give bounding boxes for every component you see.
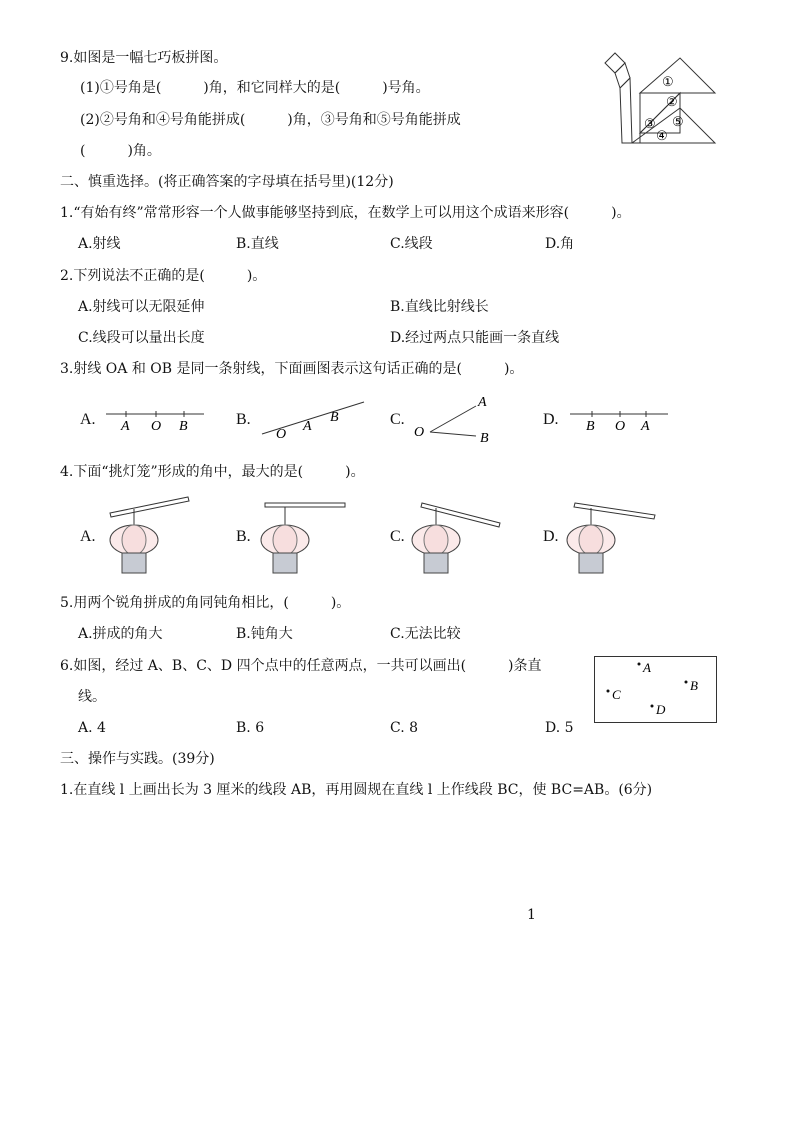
q3d-point-1: B bbox=[586, 419, 595, 434]
q9-part2: (2)②号角和④号角能拼成( )角，③号角和⑤号角能拼成 bbox=[80, 112, 461, 128]
q3a-point-3: B bbox=[179, 419, 188, 434]
s2-q4-stem: 4.下面“挑灯笼”形成的角中，最大的是( )。 bbox=[60, 464, 365, 480]
q3-figure-b bbox=[260, 400, 370, 440]
q3c-point-3: B bbox=[480, 431, 489, 446]
q3-option-c-letter: C. bbox=[390, 411, 405, 428]
q3-option-d-letter: D. bbox=[543, 411, 559, 428]
tangram-mark-4: ④ bbox=[656, 129, 668, 144]
q9-title: 9.如图是一幅七巧板拼图。 bbox=[60, 50, 228, 66]
s2-q1-option-a: A.射线 bbox=[78, 236, 121, 252]
q3-option-b-letter: B. bbox=[236, 411, 251, 428]
s2-q5-option-a: A.拼成的角大 bbox=[78, 626, 163, 642]
q6-point-d: D bbox=[656, 702, 666, 717]
tangram-mark-5: ⑤ bbox=[672, 115, 684, 130]
q3b-point-3: B bbox=[330, 410, 339, 425]
s2-q1-option-c: C.线段 bbox=[390, 236, 433, 252]
q3a-point-2: O bbox=[151, 419, 162, 434]
s2-q2-stem: 2.下列说法不正确的是( )。 bbox=[60, 268, 267, 284]
section-2-heading: 二、慎重选择。(将正确答案的字母填在括号里)(12分) bbox=[60, 174, 394, 190]
q3-figure-a bbox=[104, 404, 214, 434]
q3-figure-d bbox=[568, 404, 678, 434]
q6-point-c: C bbox=[612, 687, 621, 702]
tangram-mark-3: ③ bbox=[644, 117, 656, 132]
s2-q5-option-c: C.无法比较 bbox=[390, 626, 461, 642]
tangram-mark-1: ① bbox=[662, 75, 674, 90]
q4-option-b-letter: B. bbox=[236, 528, 251, 545]
tangram-mark-2: ② bbox=[666, 95, 678, 110]
section-3-heading: 三、操作与实践。(39分) bbox=[60, 751, 215, 767]
q4-option-d-letter: D. bbox=[543, 528, 559, 545]
s2-q2-option-c: C.线段可以量出长度 bbox=[78, 330, 205, 346]
s2-q6-option-a: A. 4 bbox=[78, 720, 106, 736]
s2-q6-option-b: B. 6 bbox=[236, 720, 265, 736]
s3-q1-stem: 1.在直线 l 上画出长为 3 厘米的线段 AB，再用圆规在直线 l 上作线段 BC，使 BC=AB。(6分) bbox=[60, 782, 653, 798]
s2-q6-option-c: C. 8 bbox=[390, 720, 419, 736]
q4-lantern-a bbox=[100, 495, 210, 580]
s2-q1-option-d: D.角 bbox=[545, 236, 575, 252]
q4-option-a-letter: A. bbox=[80, 528, 96, 545]
q9-part3: ( )角。 bbox=[80, 143, 161, 159]
q3d-point-2: O bbox=[615, 419, 626, 434]
s2-q2-option-d: D.经过两点只能画一条直线 bbox=[390, 330, 560, 346]
tangram-figure bbox=[600, 48, 730, 148]
s2-q5-option-b: B.钝角大 bbox=[236, 626, 293, 642]
q4-lantern-b bbox=[255, 495, 365, 580]
page-number: 1 bbox=[527, 907, 536, 923]
q3a-point-1: A bbox=[121, 419, 130, 434]
q3-option-a-letter: A. bbox=[80, 411, 96, 428]
q3-figure-c bbox=[412, 392, 502, 444]
q4-lantern-d bbox=[565, 495, 675, 580]
s2-q6-option-d: D. 5 bbox=[545, 720, 574, 736]
s2-q2-option-a: A.射线可以无限延伸 bbox=[78, 299, 205, 315]
q9-part1: (1)①号角是( )角，和它同样大的是( )号角。 bbox=[80, 80, 430, 96]
s2-q1-option-b: B.直线 bbox=[236, 236, 279, 252]
q4-option-c-letter: C. bbox=[390, 528, 405, 545]
s2-q6-stem-line2: 线。 bbox=[78, 689, 106, 705]
q6-point-a: A bbox=[643, 660, 651, 675]
s2-q5-stem: 5.用两个锐角拼成的角同钝角相比，( )。 bbox=[60, 595, 351, 611]
s2-q1-stem: 1.“有始有终”常常形容一个人做事能够坚持到底，在数学上可以用这个成语来形容( )。 bbox=[60, 205, 631, 221]
q4-lantern-c bbox=[412, 495, 522, 580]
s2-q2-option-b: B.直线比射线长 bbox=[390, 299, 489, 315]
q6-point-b: B bbox=[690, 678, 698, 693]
s2-q6-stem-line1: 6.如图，经过 A、B、C、D 四个点中的任意两点，一共可以画出( )条直 bbox=[60, 658, 542, 674]
q3b-point-1: O bbox=[276, 427, 287, 442]
q6-points-figure bbox=[594, 656, 718, 724]
q3c-point-1: O bbox=[414, 425, 425, 440]
q3c-point-2: A bbox=[478, 395, 487, 410]
q3d-point-3: A bbox=[641, 419, 650, 434]
s2-q3-stem: 3.射线 OA 和 OB 是同一条射线，下面画图表示这句话正确的是( )。 bbox=[60, 361, 524, 377]
q3b-point-2: A bbox=[303, 419, 312, 434]
